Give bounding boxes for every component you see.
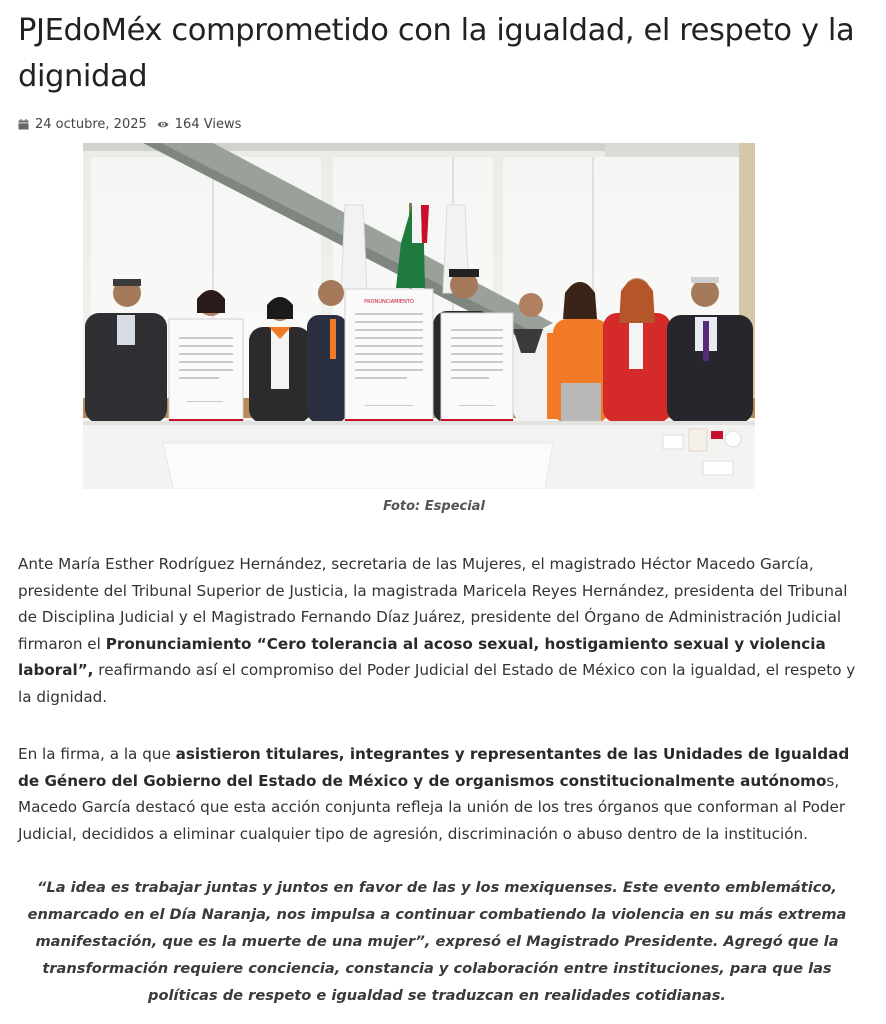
- article-paragraph-2: [18, 741, 856, 847]
- paragraph-2-text-start: En la firma, a la que: [18, 745, 176, 763]
- paragraph-1-text-start: Ante María Esther Rodríguez Hernández, secretaria de las Mujeres, el magistrado Héctor Macedo García, presidente del Tribunal Superior de Justicia, la magistrada Maricela Reyes Hernández, presidenta del Tribunal de Disciplina Judicial y el Magistrado Fernando Díaz Juárez, presidente del Órgano de Administración Judicial firmaron el: [18, 555, 848, 653]
- article-photo: [83, 143, 755, 489]
- photo-caption: Foto: Especial: [383, 499, 485, 514]
- document-heading: PRONUNCIAMIENTO: [364, 299, 414, 305]
- paragraph-1-bold: Pronunciamiento “Cero tolerancia al acoso sexual, hostigamiento sexual y violencia laboral”,: [18, 634, 826, 679]
- signing-event-photo: [83, 143, 755, 489]
- article-title: PJEdoMéx comprometido con la igualdad, el respeto y la dignidad: [18, 13, 855, 94]
- paragraph-2-bold: asistieron titulares, integrantes y representantes de las Unidades de Igualdad de Género del Gobierno del Estado de México y de organismos constitucionalmente autónomo: [18, 745, 850, 790]
- article-views-text: 164 Views: [174, 116, 242, 132]
- article-paragraph-1: [18, 551, 856, 710]
- article-meta: [18, 114, 856, 134]
- eye-icon: [157, 120, 169, 129]
- article-date: [18, 117, 147, 132]
- paragraph-1-text-end: reafirmando así el compromiso del Poder Judicial del Estado de México con la igualdad, el respeto y la dignidad.: [18, 661, 856, 706]
- article: [18, 0, 856, 134]
- calendar-icon: [18, 119, 29, 130]
- article-views: [157, 117, 242, 132]
- paragraph-2-text-end: s, Macedo García destacó que esta acción conjunta refleja la unión de los tres órganos que conforman al Poder Judicial, decididos a eliminar cualquier tipo de agresión, discriminación o abuso dentro de la institución.: [18, 771, 846, 843]
- article-quote: “La idea es trabajar juntas y juntos en favor de las y los mexiquenses. Este evento emblemático, enmarcado en el Día Naranja, nos impulsa a continuar combatiendo la violencia en su más extrema manifestación, que es la muerte de una mujer”, expresó el Magistrado Presidente. Agregó que la transformación requiere conciencia, constancia y colaboración entre instituciones, para que las políticas de respeto e igualdad se traduzcan en realidades cotidianas.: [27, 879, 847, 1004]
- article-date-text: 24 octubre, 2025: [35, 116, 147, 132]
